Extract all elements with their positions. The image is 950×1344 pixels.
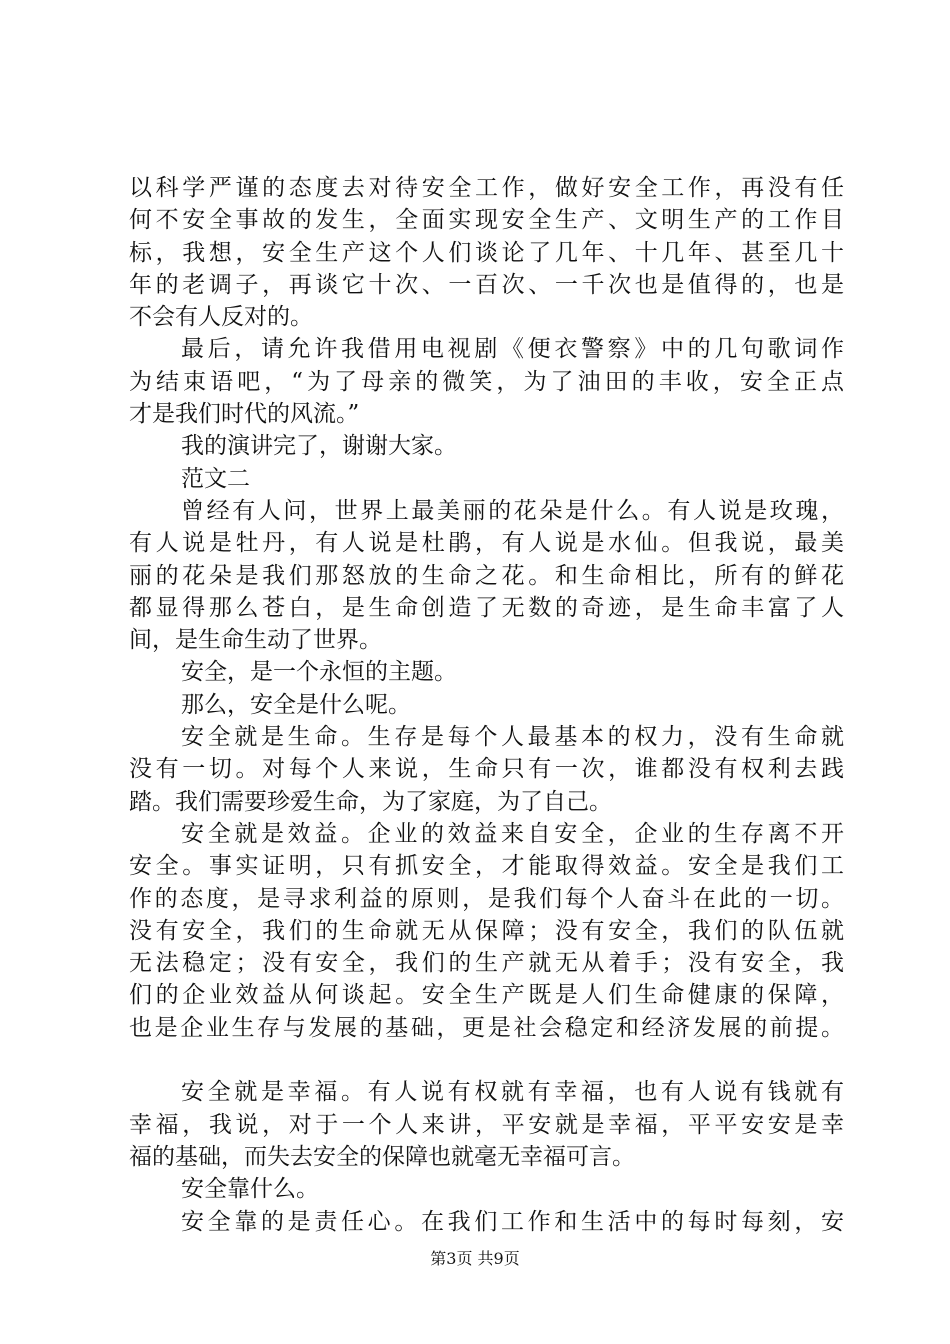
text-line: 年的老调子，再谈它十次、一百次、一千次也是值得的，也是	[129, 271, 844, 298]
text-line: 曾经有人问，世界上最美丽的花朵是什么。有人说是玫瑰，	[181, 497, 844, 524]
text-line: 无法稳定；没有安全，我们的生产就无从着手；没有安全，我	[129, 950, 844, 977]
text-line: 为结束语吧，“为了母亲的微笑，为了油田的丰收，安全正点	[129, 368, 844, 395]
text-line: 没有一切。对每个人来说，生命只有一次，谁都没有权利去践	[129, 756, 844, 783]
text-line: 安全靠什么。	[181, 1176, 319, 1203]
text-line: 作的态度，是寻求利益的原则，是我们每个人奋斗在此的一切。	[129, 885, 844, 912]
text-line: 安全就是幸福。有人说有权就有幸福，也有人说有钱就有	[181, 1079, 844, 1106]
text-line: 最后，请允许我借用电视剧《便衣警察》中的几句歌词作	[181, 336, 844, 363]
text-line: 有人说是牡丹，有人说是杜鹃，有人说是水仙。但我说，最美	[129, 530, 844, 557]
text-line: 也是企业生存与发展的基础，更是社会稳定和经济发展的前提。	[129, 1014, 844, 1041]
text-line: 们的企业效益从何谈起。安全生产既是人们生命健康的保障，	[129, 982, 844, 1009]
text-line: 安全。事实证明，只有抓安全，才能取得效益。安全是我们工	[129, 853, 844, 880]
text-line: 我的演讲完了，谢谢大家。	[181, 433, 457, 460]
text-line: 没有安全，我们的生命就无从保障；没有安全，我们的队伍就	[129, 917, 844, 944]
text-line: 福的基础，而失去安全的保障也就毫无幸福可言。	[129, 1143, 635, 1170]
text-line: 踏。我们需要珍爱生命，为了家庭，为了自己。	[129, 788, 612, 815]
text-line: 才是我们时代的风流。”	[129, 401, 360, 428]
text-line: 丽的花朵是我们那怒放的生命之花。和生命相比，所有的鲜花	[129, 562, 844, 589]
text-line: 安全就是效益。企业的效益来自安全，企业的生存离不开	[181, 820, 844, 847]
text-line: 安全，是一个永恒的主题。	[181, 659, 457, 686]
text-line: 安全就是生命。生存是每个人最基本的权力，没有生命就	[181, 724, 844, 751]
text-line: 都显得那么苍白，是生命创造了无数的奇迹，是生命丰富了人	[129, 594, 844, 621]
text-line: 间，是生命生动了世界。	[129, 627, 382, 654]
page-number-footer: 第3页 共9页	[430, 1249, 520, 1268]
text-line: 标，我想，安全生产这个人们谈论了几年、十几年、甚至几十	[129, 239, 844, 266]
blank-line	[129, 1044, 844, 1076]
text-line: 何不安全事故的发生，全面实现安全生产、文明生产的工作目	[129, 207, 844, 234]
text-line: 那么，安全是什么呢。	[181, 691, 411, 718]
text-line: 幸福，我说，对于一个人来讲，平安就是幸福，平平安安是幸	[129, 1111, 844, 1138]
text-line: 安全靠的是责任心。在我们工作和生活中的每时每刻，安	[181, 1208, 844, 1235]
text-line: 不会有人反对的。	[129, 304, 313, 331]
section-heading: 范文二	[181, 465, 250, 492]
text-line: 以科学严谨的态度去对待安全工作，做好安全工作，再没有任	[129, 175, 844, 201]
body-text	[129, 172, 844, 1238]
